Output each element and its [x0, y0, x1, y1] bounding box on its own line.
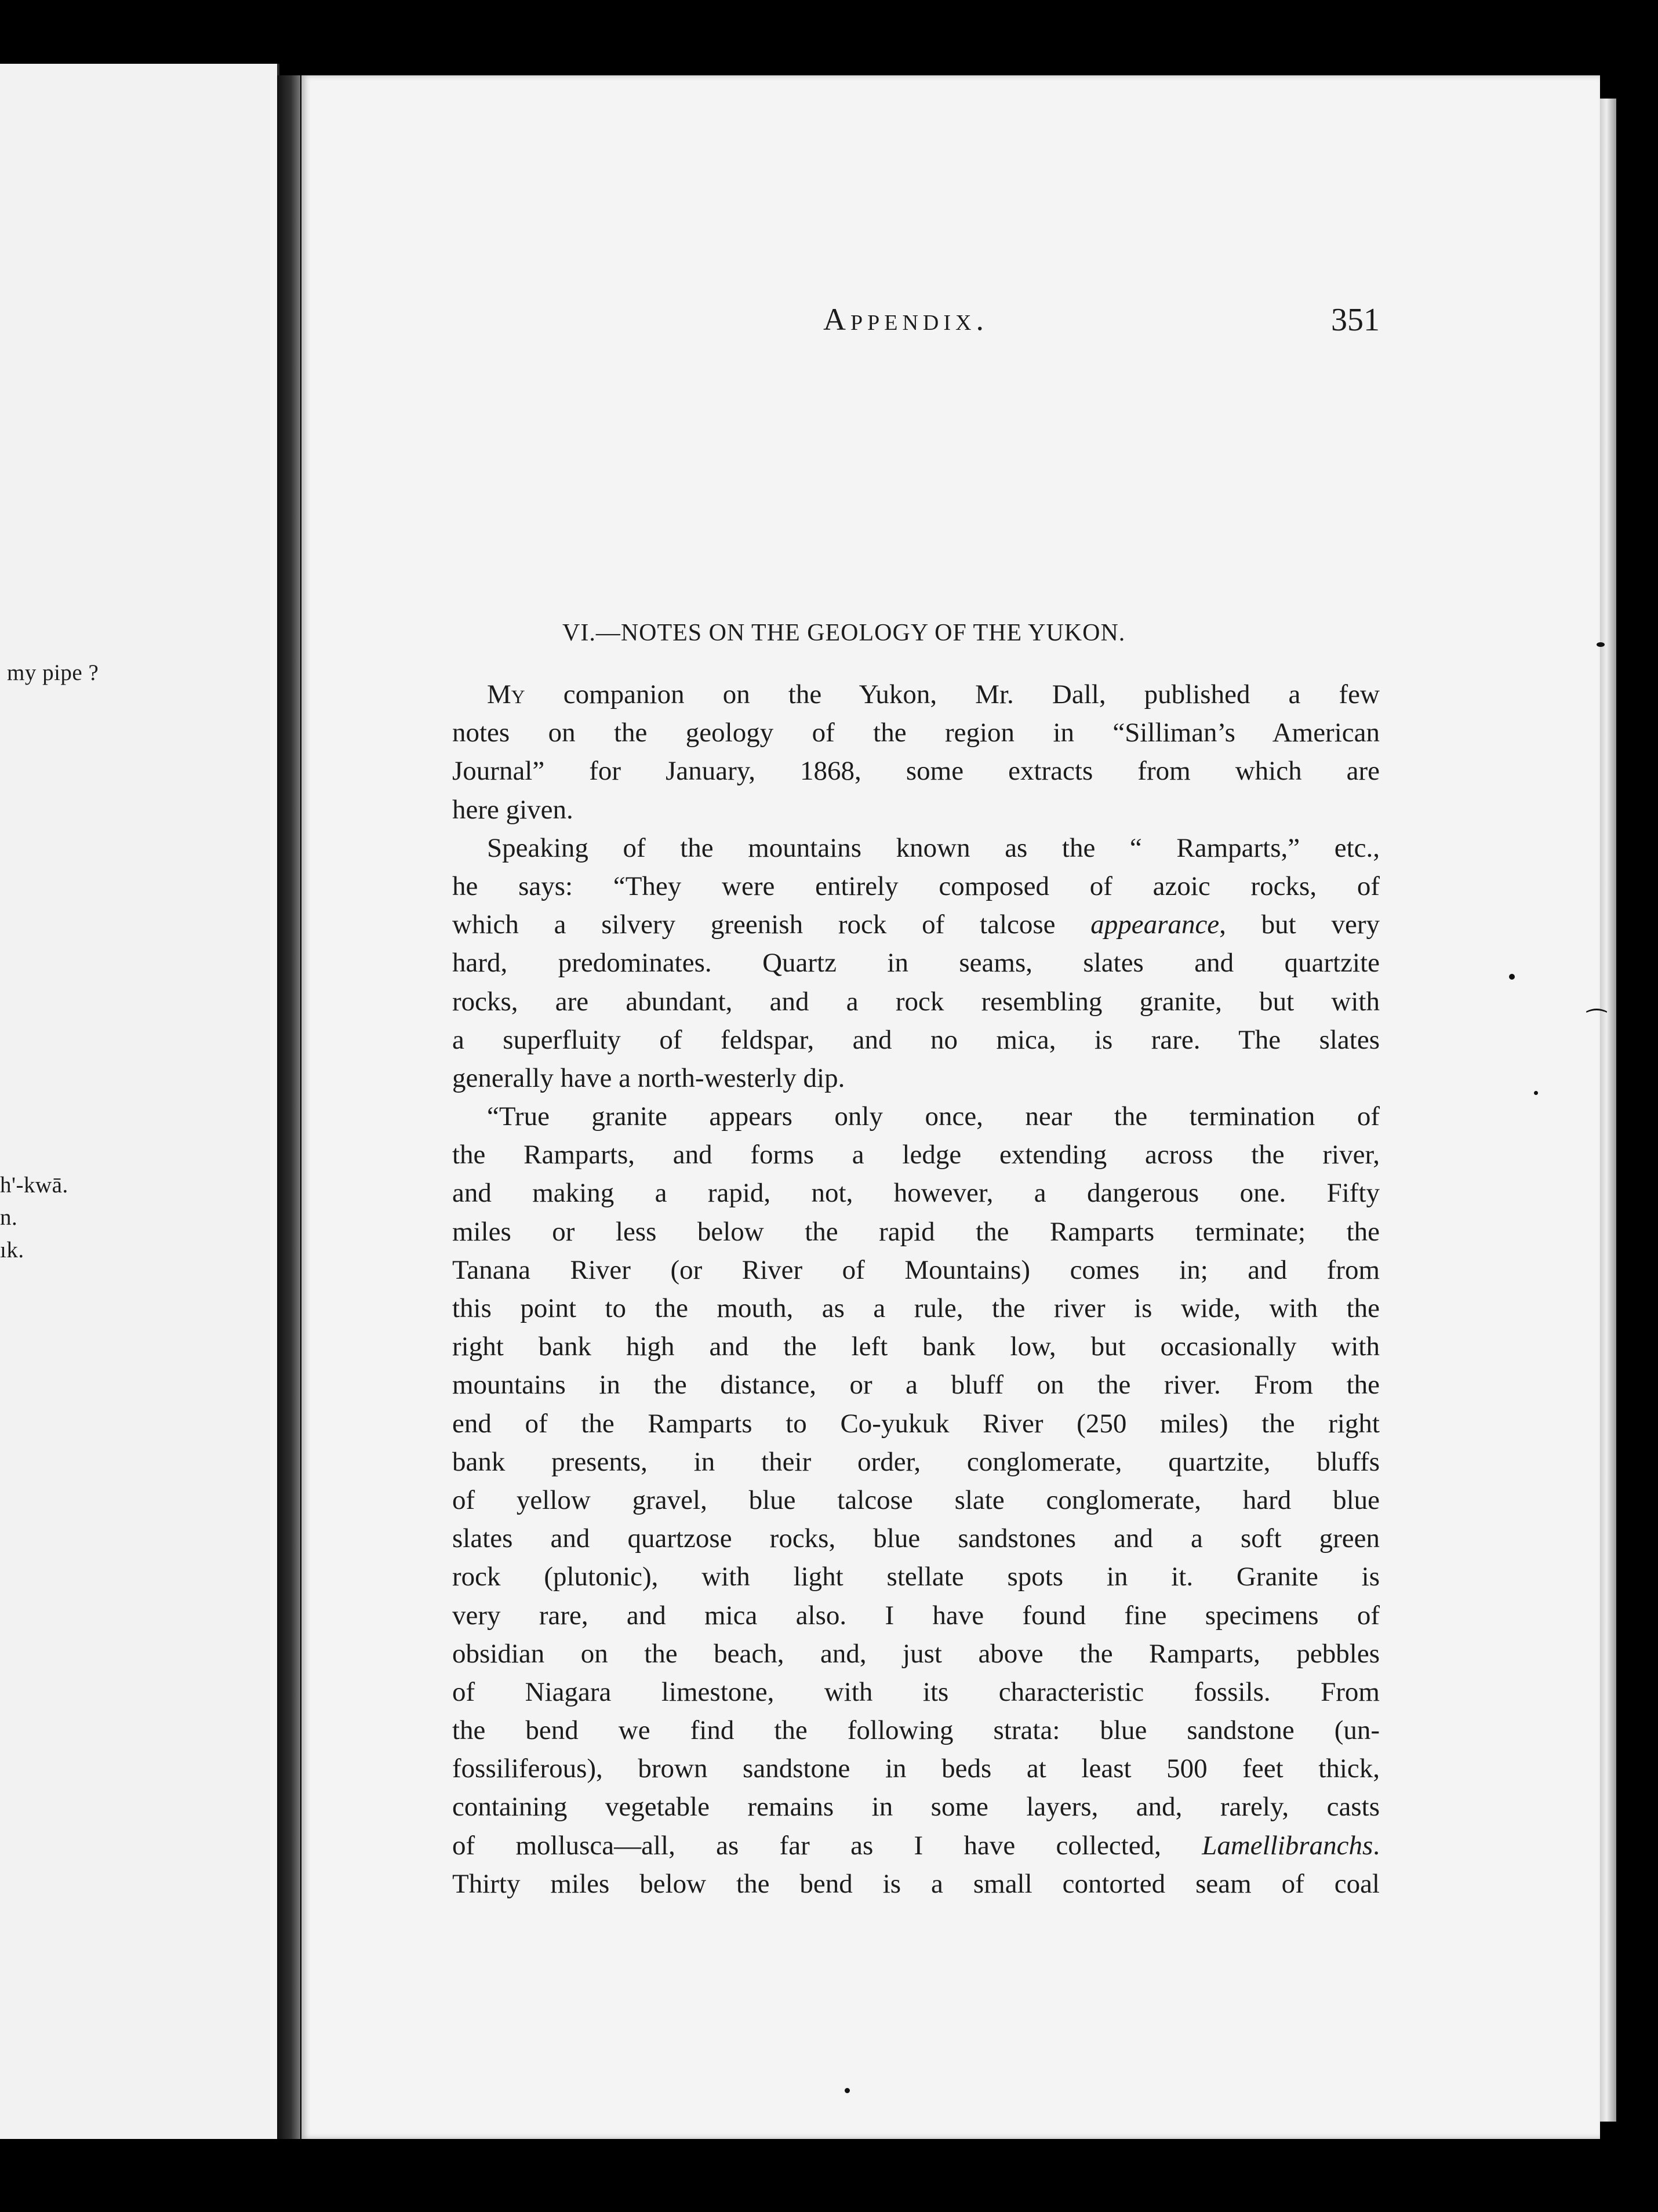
section-title: VI.—NOTES ON THE GEOLOGY OF THE YUKON.	[562, 620, 1126, 646]
left-page-fragment: my pipe ?	[7, 660, 99, 685]
page-edge	[1600, 99, 1616, 2122]
left-page-fragment: h'-kwā.	[0, 1173, 68, 1198]
text-line: of mollusca—all, as far as I have collected, Lamellibranchs.	[452, 1830, 1380, 1861]
left-page-fragment: n.	[0, 1205, 18, 1230]
scan-speck	[1509, 974, 1515, 980]
text-line: bank presents, in their order, conglomerate, quartzite, bluffs	[452, 1446, 1380, 1477]
text-line: slates and quartzose rocks, blue sandstones and a soft green	[452, 1523, 1380, 1554]
scan-speck	[1534, 1091, 1538, 1095]
text-line: of yellow gravel, blue talcose slate conglomerate, hard blue	[452, 1485, 1380, 1515]
text-line: Tanana River (or River of Mountains) comes in; and from	[452, 1254, 1380, 1285]
margin-mark: ⁀	[1587, 1009, 1606, 1035]
left-page-fragment: ık.	[0, 1238, 24, 1263]
text-line: here given.	[452, 794, 573, 825]
text-line: fossiliferous), brown sandstone in beds at least 500 feet thick,	[452, 1753, 1380, 1784]
text-line: “True granite appears only once, near the termination of	[487, 1101, 1380, 1132]
text-line: the bend we find the following strata: blue sandstone (un-	[452, 1715, 1380, 1746]
text-line: hard, predominates. Quartz in seams, slates and quartzite	[452, 948, 1380, 978]
text-line: this point to the mouth, as a rule, the river is wide, with the	[452, 1293, 1380, 1323]
text-line: Journal” for January, 1868, some extracts from which are	[452, 756, 1380, 787]
text-line: end of the Ramparts to Co-yukuk River (250 miles) the right	[452, 1408, 1380, 1439]
text-line: rocks, are abundant, and a rock resembling granite, but with	[452, 986, 1380, 1017]
text-line: notes on the geology of the region in “Silliman’s American	[452, 718, 1380, 748]
body-text	[452, 675, 1380, 1903]
text-line: very rare, and mica also. I have found fine specimens of	[452, 1600, 1380, 1631]
text-line: and making a rapid, not, however, a dangerous one. Fifty	[452, 1178, 1380, 1209]
page-number: 351	[1331, 302, 1380, 338]
book-gutter	[277, 75, 300, 2139]
text-line: a superfluity of feldspar, and no mica, is rare. The slates	[452, 1024, 1380, 1055]
text-line: Speaking of the mountains known as the “ Ramparts,” etc.,	[487, 832, 1380, 863]
text-line: rock (plutonic), with light stellate spots in it. Granite is	[452, 1562, 1380, 1592]
text-line: the Ramparts, and forms a ledge extending across the river,	[452, 1140, 1380, 1170]
scan-speck	[1597, 642, 1605, 647]
page-header	[823, 301, 1380, 348]
text-line: miles or less below the rapid the Ramparts terminate; the	[452, 1216, 1380, 1247]
text-line: of Niagara limestone, with its characteristic fossils. From	[452, 1676, 1380, 1707]
running-head: Appendix.	[823, 302, 988, 337]
text-line: which a silvery greenish rock of talcose appearance, but very	[452, 909, 1380, 940]
text-line: right bank high and the left bank low, but occasionally with	[452, 1331, 1380, 1362]
text-line: containing vegetable remains in some layers, and, rarely, casts	[452, 1792, 1380, 1822]
left-facing-page	[0, 64, 279, 2139]
text-line: obsidian on the beach, and, just above the Ramparts, pebbles	[452, 1638, 1380, 1669]
text-line: My companion on the Yukon, Mr. Dall, published a few	[487, 679, 1380, 710]
text-line: Thirty miles below the bend is a small contorted seam of coal	[452, 1868, 1380, 1899]
text-line: he says: “They were entirely composed of azoic rocks, of	[452, 871, 1380, 901]
scan-speck	[845, 2088, 850, 2093]
text-line: generally have a north-westerly dip.	[452, 1063, 845, 1093]
text-line: mountains in the distance, or a bluff on the river. From the	[452, 1370, 1380, 1400]
